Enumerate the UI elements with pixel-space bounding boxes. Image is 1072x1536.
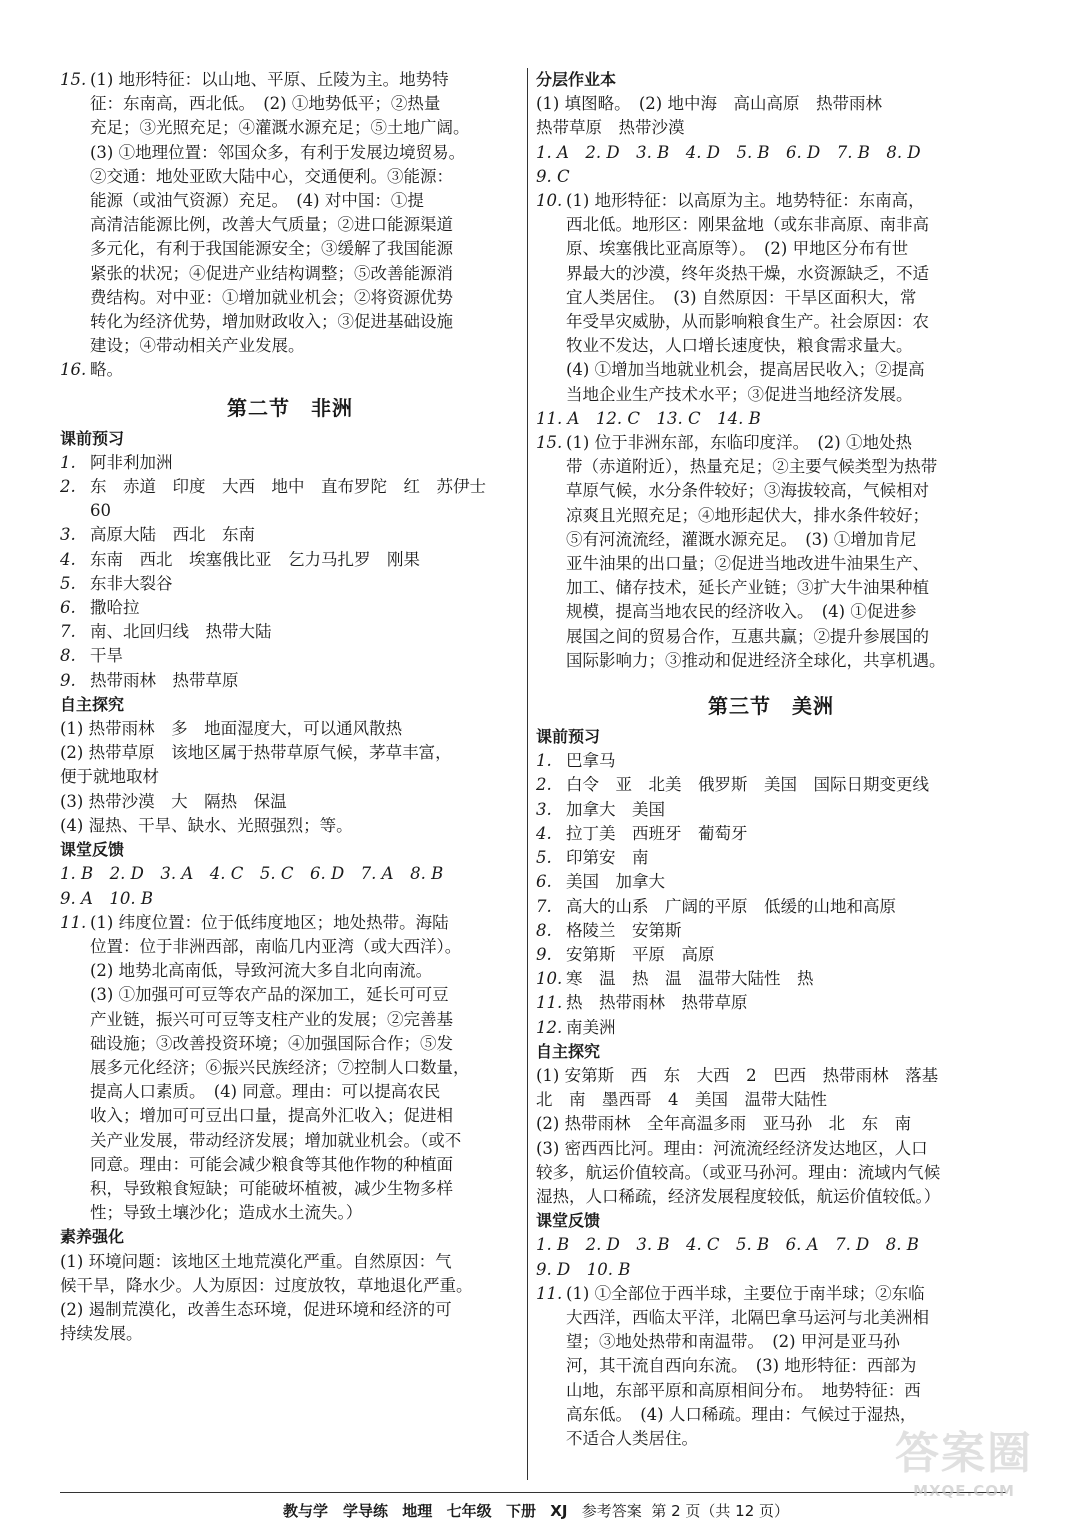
answer-line: 多元化，有利于我国能源安全；③缓解了我国能源 xyxy=(90,239,453,259)
item-answer: 东南 西北 埃塞俄比亚 乞力马扎罗 刚果 xyxy=(90,549,420,569)
list-item xyxy=(60,475,520,523)
feedback-heading: 课堂反馈 xyxy=(60,840,125,860)
item-number: 1. xyxy=(60,452,76,472)
answer-line: (1) 地形特征：以高原为主。地势特征：东南高， xyxy=(566,191,925,211)
answer-line: 原、埃塞俄比亚高原等）。 (2) 甲地区分布有世 xyxy=(566,239,909,259)
answer-line: (3) 密西西比河。理由：河流流经经济发达地区，人口 xyxy=(536,1138,928,1158)
answer-line: 产业链，振兴可可豆等支柱产业的发展；②完善基 xyxy=(90,1009,453,1029)
item-number: 7. xyxy=(536,896,552,916)
footer-page-number: 第 2 页（共 12 页） xyxy=(651,1502,790,1520)
feedback-question-11 xyxy=(60,911,520,1226)
answer-line: (4) 湿热、干旱、缺水、光照强烈；等。 xyxy=(60,815,353,835)
question-number: 16. xyxy=(60,360,87,380)
answer-line: 征：东南高，西北低。 (2) ①地势低平；②热量 xyxy=(90,94,441,114)
answer-line: 候干旱，降水少。人为原因：过度放牧，草地退化严重。 xyxy=(60,1275,473,1295)
preview-list xyxy=(536,749,1006,1039)
item-answer: 东非大裂谷 xyxy=(90,573,173,593)
answer-line: 界最大的沙漠，终年炎热干燥，水资源缺乏，不适 xyxy=(566,263,929,283)
answer-line: 大西洋，西临太平洋，北隔巴拿马运河与北美洲相 xyxy=(566,1307,929,1327)
column-divider xyxy=(527,68,528,1480)
answer-line: 提高人口素质。 (4) 同意。理由：可以提高农民 xyxy=(90,1082,441,1102)
answer-line: (1) 环境问题：该地区土地荒漠化严重。自然原因：气 xyxy=(60,1251,452,1271)
answer-line: 持续发展。 xyxy=(60,1324,143,1344)
answer-line: 国际影响力；③推动和促进经济全球化，共享机遇。 xyxy=(566,650,946,670)
item-answer: 撒哈拉 xyxy=(90,598,140,618)
answer-line: 望；③地处热带和南温带。 (2) 甲河是亚马孙 xyxy=(566,1332,900,1352)
item-answer: 热带雨林 热带草原 xyxy=(90,670,239,690)
preview-list xyxy=(60,451,520,693)
literacy-heading: 素养强化 xyxy=(60,1227,125,1247)
footer-edition: XJ xyxy=(550,1502,568,1520)
layered-question-15 xyxy=(536,431,1006,673)
item-answer: 安第斯 平原 高原 xyxy=(566,944,715,964)
item-number: 6. xyxy=(536,872,552,892)
explore-heading: 自主探究 xyxy=(60,694,125,714)
list-item xyxy=(536,991,1006,1015)
watermark-url: MXQE.COM xyxy=(913,1482,1015,1500)
item-answer: 寒 温 热 温 温带大陆性 热 xyxy=(566,969,814,989)
question-15-answer xyxy=(90,68,520,358)
answer-line: 9. C xyxy=(536,166,570,186)
answer-line: (1) ①全部位于西半球，主要位于南半球；②东临 xyxy=(566,1283,925,1303)
answer-line: (3) ①地理位置：邻国众多，有利于发展边境贸易。 xyxy=(90,142,466,162)
item-answer: 巴拿马 xyxy=(566,751,616,771)
watermark-logo xyxy=(884,1426,1044,1516)
answer-line: 高东低。 (4) 人口稀疏。理由：气候过于湿热， xyxy=(566,1404,917,1424)
list-item xyxy=(536,895,1006,919)
answer-line: 9. D 10. B xyxy=(536,1259,631,1279)
answer-line: 建设；④带动相关产业发展。 xyxy=(90,336,305,356)
answer-line: (1) 热带雨林 多 地面湿度大，可以通风散热 xyxy=(60,719,403,739)
answer-line: 础设施；③改善投资环境；④加强国际合作；⑤发 xyxy=(90,1033,453,1053)
list-item xyxy=(60,523,520,547)
list-item xyxy=(60,451,520,475)
item-number: 9. xyxy=(536,944,552,964)
answer-line: 转化为经济优势，增加财政收入；③促进基础设施 xyxy=(90,312,453,332)
item-answer: 南美洲 xyxy=(566,1017,616,1037)
layered-answers xyxy=(536,92,1006,189)
answer-line: 亚牛油果的出口量；②促进当地改进牛油果生产、 xyxy=(566,554,929,574)
item-number: 4. xyxy=(60,549,76,569)
section-title-africa: 第二节 非洲 xyxy=(227,395,353,420)
feedback-heading: 课堂反馈 xyxy=(536,1211,601,1231)
item-number: 6. xyxy=(60,598,76,618)
layered-heading: 分层作业本 xyxy=(536,70,617,89)
item-number: 11. xyxy=(536,993,563,1013)
answer-line: 草原气候，水分条件较好；③海拔较高，气候相对 xyxy=(566,481,929,501)
section-title-america: 第三节 美洲 xyxy=(708,694,834,719)
item-number: 8. xyxy=(536,920,552,940)
item-number: 7. xyxy=(60,622,76,642)
answer-line: 展国之间的贸易合作，互惠共赢；②提升参展国的 xyxy=(566,626,929,646)
item-answer: 阿非利加洲 xyxy=(90,452,173,472)
right-column xyxy=(536,68,1006,1451)
item-answer: 高大的山系 广阔的平原 低缓的山地和高原 xyxy=(566,896,896,916)
question-11-answer xyxy=(90,911,520,1226)
item-answer: 高原大陆 西北 东南 xyxy=(90,525,255,545)
answer-line: 规模，提高当地农民的经济收入。 (4) ①促进参 xyxy=(566,602,917,622)
answer-line: 充足；③光照充足；④灌溉水源充足；⑤土地广阔。 xyxy=(90,118,470,138)
footer-volume: 下册 xyxy=(505,1502,536,1520)
footer-label: 参考答案 xyxy=(581,1502,642,1520)
list-item xyxy=(536,749,1006,773)
answer-line: (2) 地势北高南低，导致河流大多自北向南流。 xyxy=(90,961,433,981)
answer-line: 宜人类居住。 (3) 自然原因：干旱区面积大，常 xyxy=(566,287,917,307)
answer-line: 较多，航运价值较高。（或亚马孙河。理由：流域内气候 xyxy=(536,1162,941,1182)
answer-line: 费结构。对中亚：①增加就业机会；②将资源优势 xyxy=(90,287,453,307)
answer-line: 能源（或油气资源）充足。 (4) 对中国：①提 xyxy=(90,191,424,211)
list-item xyxy=(536,822,1006,846)
answer-line: (2) 热带雨林 全年高温多雨 亚马孙 北 东 南 xyxy=(536,1114,912,1134)
item-number: 3. xyxy=(536,799,552,819)
list-item xyxy=(60,548,520,572)
list-item xyxy=(60,669,520,693)
question-16 xyxy=(60,358,520,382)
watermark-main: 答案圈 xyxy=(895,1428,1033,1479)
item-answer: 格陵兰 安第斯 xyxy=(566,920,682,940)
answer-line: (1) 位于非洲东部，东临印度洋。 (2) ①地处热 xyxy=(566,433,912,453)
item-number: 1. xyxy=(536,751,552,771)
item-number: 2. xyxy=(60,477,76,497)
question-10-answer xyxy=(566,189,1006,407)
item-number: 4. xyxy=(536,823,552,843)
item-answer: 东 赤道 印度 大西 地中 直布罗陀 红 苏伊士 60 xyxy=(90,477,503,521)
question-number: 10. xyxy=(536,191,563,211)
left-column xyxy=(60,68,520,1346)
explore-answers xyxy=(60,717,520,838)
answer-line: (3) 热带沙漠 大 隔热 保温 xyxy=(60,791,287,811)
answer-line: (2) 遏制荒漠化，改善生态环境，促进环境和经济的可 xyxy=(60,1299,452,1319)
answer-line: 河，其干流自西向东流。 (3) 地形特征：西部为 xyxy=(566,1356,917,1376)
item-answer: 热 热带雨林 热带草原 xyxy=(566,993,748,1013)
answer-line: 山地，东部平原和高原相间分布。 地势特征：西 xyxy=(566,1380,921,1400)
answer-line: 北 南 墨西哥 4 美国 温带大陆性 xyxy=(536,1090,827,1110)
footer-grade: 七年级 xyxy=(446,1502,492,1520)
item-number: 2. xyxy=(536,775,552,795)
feedback-mc-answers xyxy=(60,862,520,910)
answer-line: ②交通：地处亚欧大陆中心，交通便利。③能源： xyxy=(90,166,453,186)
answer-line: 积，导致粮食短缺；可能破坏植被，减少生物多样 xyxy=(90,1178,453,1198)
list-item xyxy=(536,773,1006,797)
answer-line: 年受旱灾威胁，从而影响粮食生产。社会原因：农 xyxy=(566,312,929,332)
answer-line: 紧张的状况；④促进产业结构调整；⑤改善能源消 xyxy=(90,263,453,283)
question-number: 15. xyxy=(60,70,87,89)
answer-line: 高清洁能源比例，改善大气质量；②进口能源渠道 xyxy=(90,215,453,235)
item-answer: 白令 亚 北美 俄罗斯 美国 国际日期变更线 xyxy=(566,775,929,795)
layered-mc-answers-2: 11. A 12. C 13. C 14. B xyxy=(536,408,761,428)
answer-line: ⑤有河流流经，灌溉水源充足。 (3) ①增加肯尼 xyxy=(566,529,917,549)
item-answer: 美国 加拿大 xyxy=(566,872,665,892)
answer-line: 1. B 2. D 3. B 4. C 5. B 6. A 7. D 8. B xyxy=(536,1235,919,1255)
answer-line: 展多元化经济；⑥振兴民族经济；⑦控制人口数量， xyxy=(90,1057,470,1077)
list-item xyxy=(536,870,1006,894)
answer-line: 同意。理由：可能会减少粮食等其他作物的种植面 xyxy=(90,1154,453,1174)
answer-line: 牧业不发达，人口增长速度快，粮食需求量大。 xyxy=(566,336,913,356)
footer-subject: 地理 xyxy=(402,1502,433,1520)
answer-line: 1. B 2. D 3. A 4. C 5. C 6. D 7. A 8. B xyxy=(60,864,444,884)
item-number: 8. xyxy=(60,646,76,666)
feedback-mc-answers xyxy=(536,1233,1006,1281)
list-item xyxy=(536,943,1006,967)
answer-line: 收入；增加可可豆出口量，提高外汇收入；促进相 xyxy=(90,1106,453,1126)
preview-heading: 课前预习 xyxy=(536,727,601,747)
answer-line: 位置：位于非洲西部，南临几内亚湾（或大西洋）。 xyxy=(90,936,462,956)
answer-line: (4) ①增加当地就业机会，提高居民收入；②提高 xyxy=(566,360,925,380)
answer-line: (1) 地形特征：以山地、平原、丘陵为主。地势特 xyxy=(90,70,449,89)
answer-line: 不适合人类居住。 xyxy=(566,1428,698,1448)
item-answer: 印第安 南 xyxy=(566,848,649,868)
item-number: 12. xyxy=(536,1017,563,1037)
layered-question-10 xyxy=(536,189,1006,407)
answer-line: 关产业发展，带动经济发展；增加就业机会。（或不 xyxy=(90,1130,462,1150)
answer-line: 1. A 2. D 3. B 4. D 5. B 6. D 7. B 8. D xyxy=(536,142,921,162)
item-answer: 加拿大 美国 xyxy=(566,799,665,819)
item-number: 9. xyxy=(60,670,76,690)
preview-heading: 课前预习 xyxy=(60,428,125,448)
explore-answers xyxy=(536,1064,1006,1209)
item-answer: 干旱 xyxy=(90,646,123,666)
answer-line: (1) 安第斯 西 东 大西 2 巴西 热带雨林 落基 xyxy=(536,1065,939,1085)
literacy-answers xyxy=(60,1250,520,1347)
question-15-answer xyxy=(566,431,1006,673)
question-15 xyxy=(60,68,520,358)
list-item xyxy=(60,596,520,620)
question-number: 11. xyxy=(536,1283,563,1303)
list-item xyxy=(536,798,1006,822)
answer-line: 9. A 10. B xyxy=(60,888,154,908)
item-number: 5. xyxy=(536,848,552,868)
question-number: 15. xyxy=(536,433,563,453)
footer-rule xyxy=(60,1492,1006,1493)
item-answer: 拉丁美 西班牙 葡萄牙 xyxy=(566,823,748,843)
footer-brand: 教与学 学导练 xyxy=(282,1502,388,1520)
answer-line: (1) 纬度位置：位于低纬度地区；地处热带。海陆 xyxy=(90,912,449,932)
list-item xyxy=(60,644,520,668)
list-item xyxy=(60,572,520,596)
item-number: 3. xyxy=(60,525,76,545)
list-item xyxy=(536,846,1006,870)
list-item xyxy=(536,1016,1006,1040)
list-item xyxy=(536,919,1006,943)
answer-line: 带（赤道附近），热量充足；②主要气候类型为热带 xyxy=(566,457,938,477)
explore-heading: 自主探究 xyxy=(536,1041,601,1061)
answer-line: (3) ①加强可可豆等农产品的深加工，延长可可豆 xyxy=(90,985,449,1005)
answer-line: (2) 热带草原 该地区属于热带草原气候，茅草丰富， xyxy=(60,743,452,763)
question-16-answer: 略。 xyxy=(90,360,123,380)
question-number: 11. xyxy=(60,912,87,932)
answer-line: 性；导致土壤沙化；造成水土流失。） xyxy=(90,1203,363,1223)
item-answer: 南、北回归线 热带大陆 xyxy=(90,622,272,642)
answer-line: 当地企业生产技术水平；③促进当地经济发展。 xyxy=(566,384,913,404)
answer-line: 凉爽且光照充足；④地形起伏大，排水条件较好； xyxy=(566,505,929,525)
answer-line: 加工、储存技术，延长产业链；③扩大牛油果种植 xyxy=(566,578,929,598)
list-item xyxy=(536,967,1006,991)
answer-line: 便于就地取材 xyxy=(60,767,159,787)
answer-line: 热带草原 热带沙漠 xyxy=(536,118,685,138)
answer-line: 西北低。地形区：刚果盆地（或东非高原、南非高 xyxy=(566,215,929,235)
answer-line: (1) 填图略。 (2) 地中海 高山高原 热带雨林 xyxy=(536,94,882,114)
list-item xyxy=(60,620,520,644)
item-number: 5. xyxy=(60,573,76,593)
answer-line: 湿热，人口稀疏，经济发展程度较低，航运价值较低。） xyxy=(536,1186,941,1206)
item-number: 10. xyxy=(536,969,563,989)
